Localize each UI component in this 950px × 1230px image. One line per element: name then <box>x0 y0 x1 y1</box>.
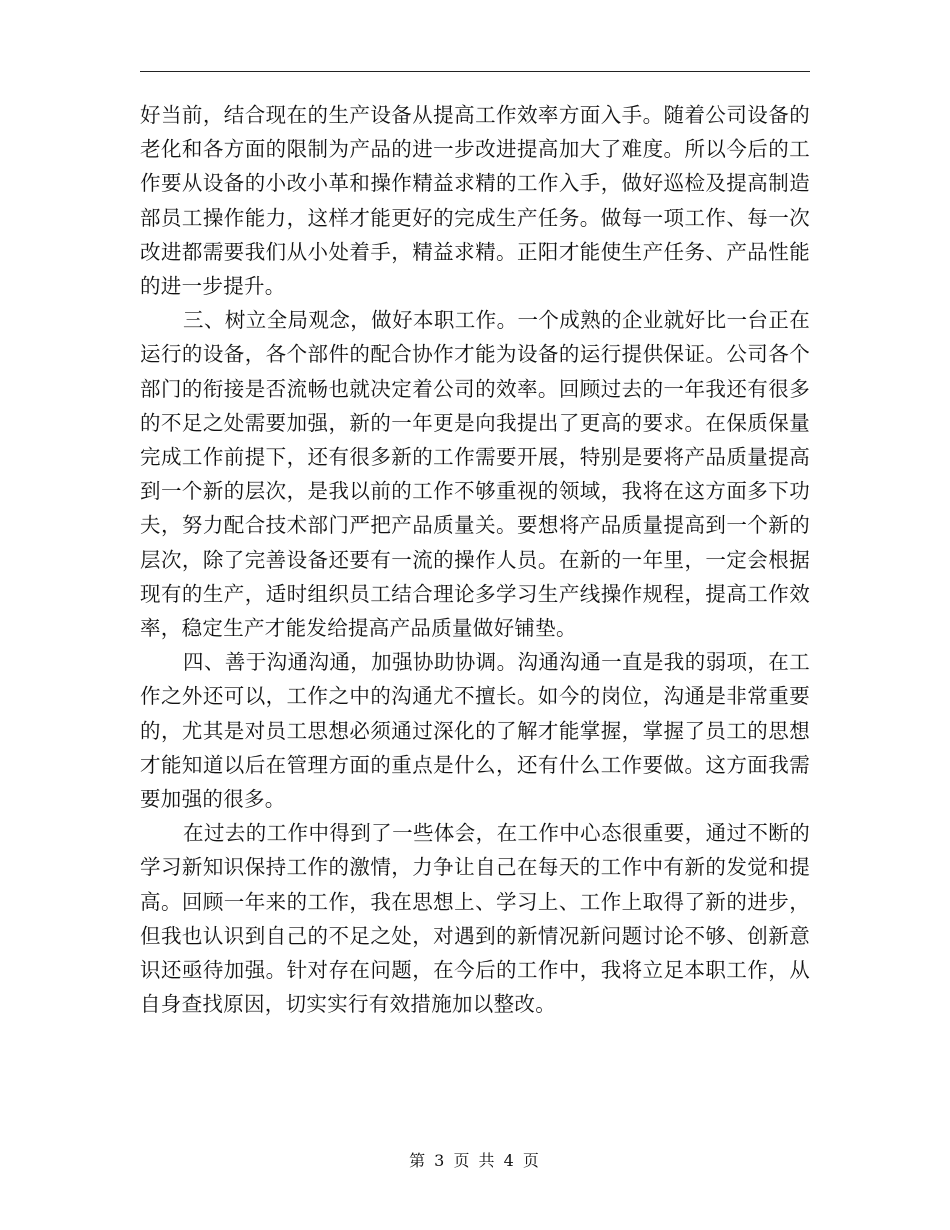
paragraph-4: 在过去的工作中得到了一些体会，在工作中心态很重要，通过不断的学习新知识保持工作的激情，力争让自己在每天的工作中有新的发觉和提高。回顾一年来的工作，我在思想上、学习上、工作上取得了新的进步，但我也认识到自己的不足之处，对遇到的新情况新问题讨论不够、创新意识还亟待加强。针对存在问题，在今后的工作中，我将立足本职工作，从自身查找原因，切实实行有效措施加以整改。 <box>140 821 810 1017</box>
paragraph-2: 三、树立全局观念，做好本职工作。一个成熟的企业就好比一台正在运行的设备，各个部件的配合协作才能为设备的运行提供保证。公司各个部门的衔接是否流畅也就决定着公司的效率。回顾过去的一年我还有很多的不足之处需要加强，新的一年更是向我提出了更高的要求。在保质保量完成工作前提下，还有很多新的工作需要开展，特别是要将产品质量提高到一个新的层次，是我以前的工作不够重视的领域，我将在这方面多下功夫，努力配合技术部门严把产品质量关。要想将产品质量提高到一个新的层次，除了完善设备还要有一流的操作人员。在新的一年里，一定会根据现有的生产，适时组织员工结合理论多学习生产线操作规程，提高工作效率，稳定生产才能发给提高产品质量做好铺垫。 <box>140 308 810 641</box>
page-number-footer: 第 3 页 共 4 页 <box>409 1151 541 1170</box>
header-rule <box>140 71 810 72</box>
paragraph-1: 好当前，结合现在的生产设备从提高工作效率方面入手。随着公司设备的老化和各方面的限制为产品的进一步改进提高加大了难度。所以今后的工作要从设备的小改小革和操作精益求精的工作入手，做好巡检及提高制造部员工操作能力，这样才能更好的完成生产任务。做每一项工作、每一次改进都需要我们从小处着手，精益求精。正阳才能使生产任务、产品性能的进一步提升。 <box>140 103 810 299</box>
document-body <box>140 98 810 1021</box>
paragraph-3: 四、善于沟通沟通，加强协助协调。沟通沟通一直是我的弱项，在工作之外还可以，工作之中的沟通尤不擅长。如今的岗位，沟通是非常重要的，尤其是对员工思想必须通过深化的了解才能掌握，掌握了员工的思想才能知道以后在管理方面的重点是什么，还有什么工作要做。这方面我需要加强的很多。 <box>140 650 810 812</box>
